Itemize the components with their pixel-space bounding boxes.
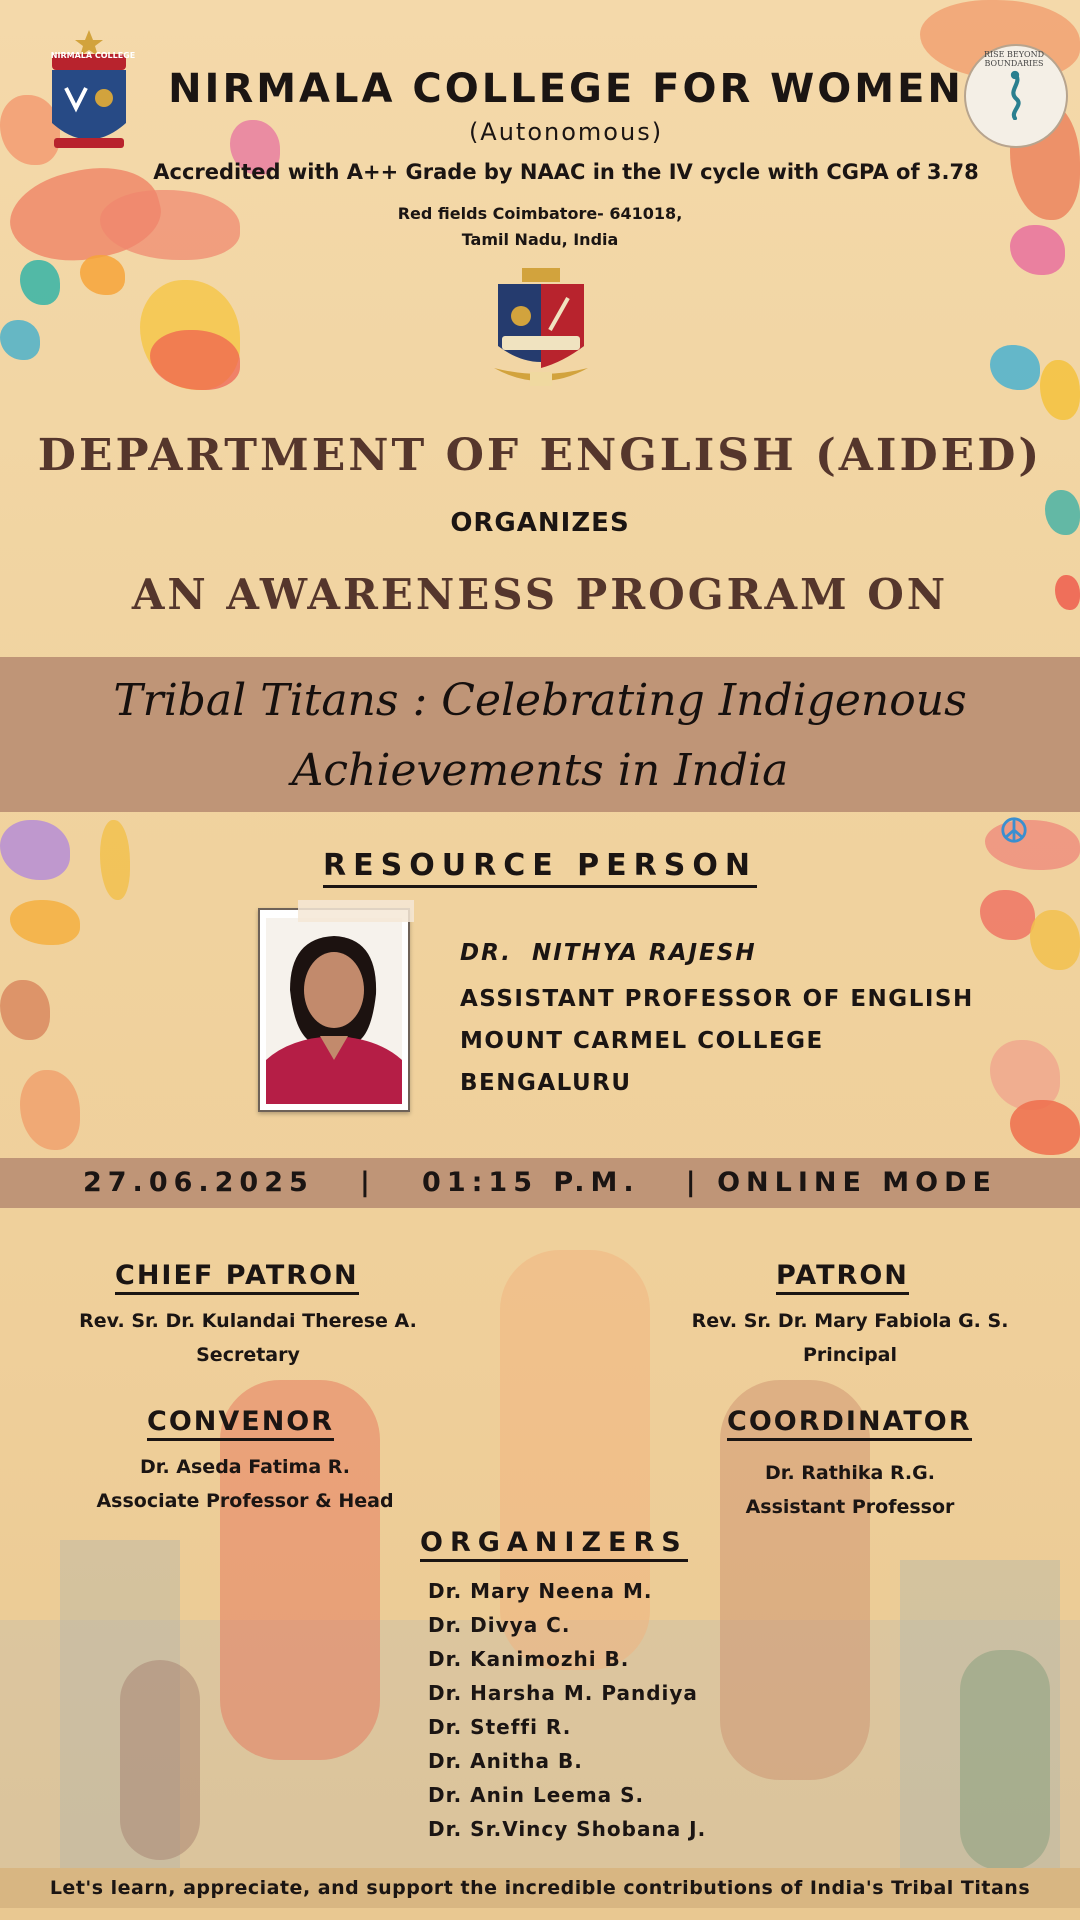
convenor-name: Dr. Aseda Fatima R. [140,1456,350,1478]
hand-decoration [20,1070,80,1150]
organizer-name: Dr. Anin Leema S. [428,1783,645,1807]
organizer-name: Dr. Divya C. [428,1613,571,1637]
organizer-name: Dr. Anitha B. [428,1749,583,1773]
convenor-details [80,1450,410,1518]
chief-patron-details [0,1304,496,1372]
chief-patron-heading: CHIEF PATRON [115,1260,359,1291]
background-runner [960,1650,1050,1870]
organizers-list [428,1574,706,1846]
department-title: DEPARTMENT OF ENGLISH (AIDED) [37,430,1043,481]
hand-decoration [10,900,80,945]
chief-patron-name: Rev. Sr. Dr. Kulandai Therese A. [79,1310,417,1332]
coordinator-title: Assistant Professor [745,1496,955,1518]
hand-print-decoration [80,255,125,295]
program-title-line-1: Tribal Titans : Celebrating Indigenous [113,675,967,726]
convenor-heading: CONVENOR [147,1406,334,1437]
rise-beyond-boundaries-label: RISE BEYOND BOUNDARIES [983,50,1045,68]
hand-print-decoration [0,320,40,360]
organizers-heading: ORGANIZERS [420,1527,688,1558]
portrait-image [260,910,408,1110]
chief-patron-title: Secretary [196,1344,300,1366]
resource-person-designation: ASSISTANT PROFESSOR OF ENGLISH [460,986,974,1012]
organizer-name: Dr. Steffi R. [428,1715,572,1739]
program-title-line-2: Achievements in India [291,745,789,796]
hand-decoration [1010,1100,1080,1155]
coordinator-name: Dr. Rathika R.G. [765,1462,935,1484]
fist-decoration [980,890,1035,940]
coordinator-details [700,1456,1000,1524]
hand-print-decoration [990,345,1040,390]
patron-heading: PATRON [776,1260,909,1291]
organizes-label: ORGANIZES [450,508,630,538]
hand-decoration [1030,910,1080,970]
patron-title: Principal [802,1344,898,1366]
resource-person-name: DR. NITHYA RAJESH [460,940,757,966]
address-line-1: Red fields Coimbatore- 641018, [397,204,683,223]
organizer-name: Dr. Kanimozhi B. [428,1647,630,1671]
college-logo-label: NIRMALA COLLEGE [50,51,136,60]
address-line-2: Tamil Nadu, India [461,230,619,249]
organizer-name: Dr. Harsha M. Pandiya [428,1681,698,1705]
resource-person-institution: MOUNT CARMEL COLLEGE [460,1028,824,1054]
hand-print-decoration [1040,360,1080,420]
resource-person-heading: RESOURCE PERSON [0,848,1080,883]
resource-person-city: BENGALURU [460,1070,632,1096]
coordinator-heading: COORDINATOR [727,1406,972,1437]
organizer-name: Dr. Sr.Vincy Shobana J. [428,1817,707,1841]
department-crest [488,268,594,396]
convenor-title: Associate Professor & Head [96,1490,394,1512]
fist-decoration [0,980,50,1040]
resource-person-photo [258,908,410,1112]
patron-name: Rev. Sr. Dr. Mary Fabiola G. S. [691,1310,1009,1332]
accreditation-line: Accredited with A++ Grade by NAAC in the IV cycle with CGPA of 3.78 [153,160,979,184]
organizer-name: Dr. Mary Neena M. [428,1579,653,1603]
event-details: 27.06.2025 | 01:15 P.M. | ONLINE MODE [82,1167,997,1198]
photo-tape [298,900,414,922]
hand-print-decoration [150,330,240,390]
program-intro: AN AWARENESS PROGRAM ON [131,570,949,619]
footer-tagline: Let's learn, appreciate, and support the incredible contributions of India's Tribal Titans [49,1877,1031,1899]
patron-details [620,1304,1080,1372]
peace-sign-icon [1000,816,1028,844]
hand-print-decoration [20,260,60,305]
background-runner [120,1660,200,1860]
autonomous-label: (Autonomous) [468,118,664,146]
college-name: NIRMALA COLLEGE FOR WOMEN [168,66,964,112]
